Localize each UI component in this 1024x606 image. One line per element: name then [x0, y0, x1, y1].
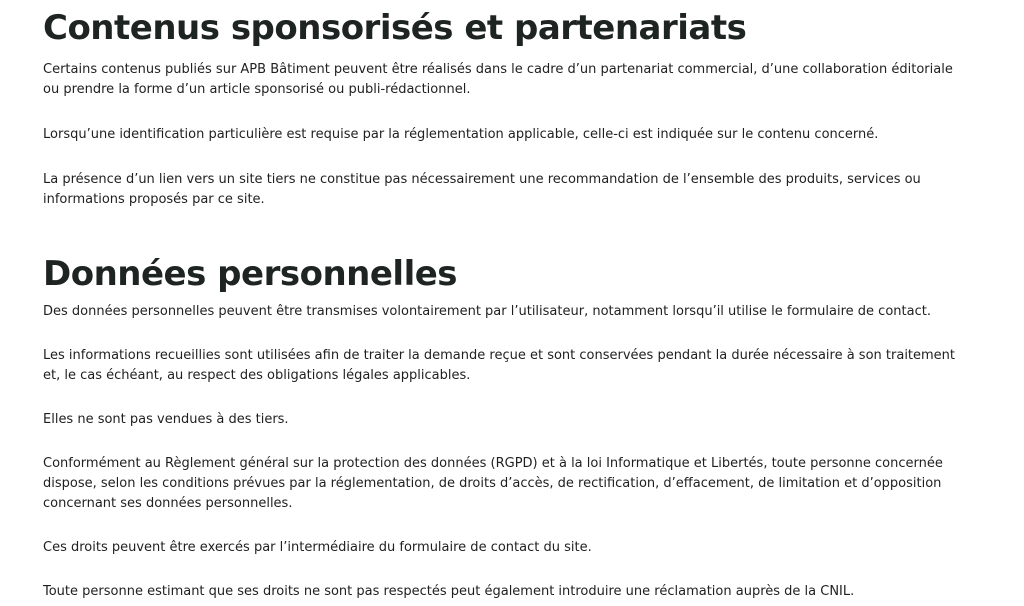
paragraph-sponsored-1: Certains contenus publiés sur APB Bâtiment peuvent être réalisés dans le cadre d’un partenariat commercial, d’une collaboration éditoriale ou prendre la forme d’un article sponsorisé ou publi-rédactionnel. — [43, 62, 953, 98]
paragraph-personal-data-5: Ces droits peuvent être exercés par l’intermédiaire du formulaire de contact du site. — [43, 539, 592, 555]
paragraph-personal-data-6: Toute personne estimant que ses droits ne sont pas respectés peut également introduire une réclamation auprès de la CNIL. — [43, 583, 855, 599]
section-heading-sponsored: Contenus sponsorisés et partenariats — [43, 8, 747, 48]
section-sponsored-content — [43, 0, 973, 210]
paragraph-personal-data-1: Des données personnelles peuvent être transmises volontairement par l’utilisateur, notamment lorsqu’il utilise le formulaire de contact. — [43, 303, 931, 319]
paragraph-personal-data-2: Les informations recueillies sont utilisées afin de traiter la demande reçue et sont conservées pendant la durée nécessaire à son traitement et, le cas échéant, au respect des obligations légales applicables. — [43, 347, 956, 383]
paragraph-sponsored-3: La présence d’un lien vers un site tiers ne constitue pas nécessairement une recommandation de l’ensemble des produits, services ou informations proposés par ce site. — [43, 172, 921, 208]
section-heading-personal-data: Données personnelles — [43, 254, 458, 295]
paragraph-personal-data-3: Elles ne sont pas vendues à des tiers. — [43, 411, 289, 427]
legal-content — [43, 0, 973, 602]
paragraph-sponsored-2: Lorsqu’une identification particulière est requise par la réglementation applicable, celle-ci est indiquée sur le contenu concerné. — [43, 127, 879, 143]
section-personal-data — [43, 256, 973, 601]
paragraph-personal-data-4: Conformément au Règlement général sur la protection des données (RGPD) et à la loi Informatique et Libertés, toute personne concernée dispose, selon les conditions prévues par la réglementation, de droits d’accès, de rectification, d’effacement, de limitation et d’opposition concernant ses données personnelles. — [43, 455, 943, 511]
